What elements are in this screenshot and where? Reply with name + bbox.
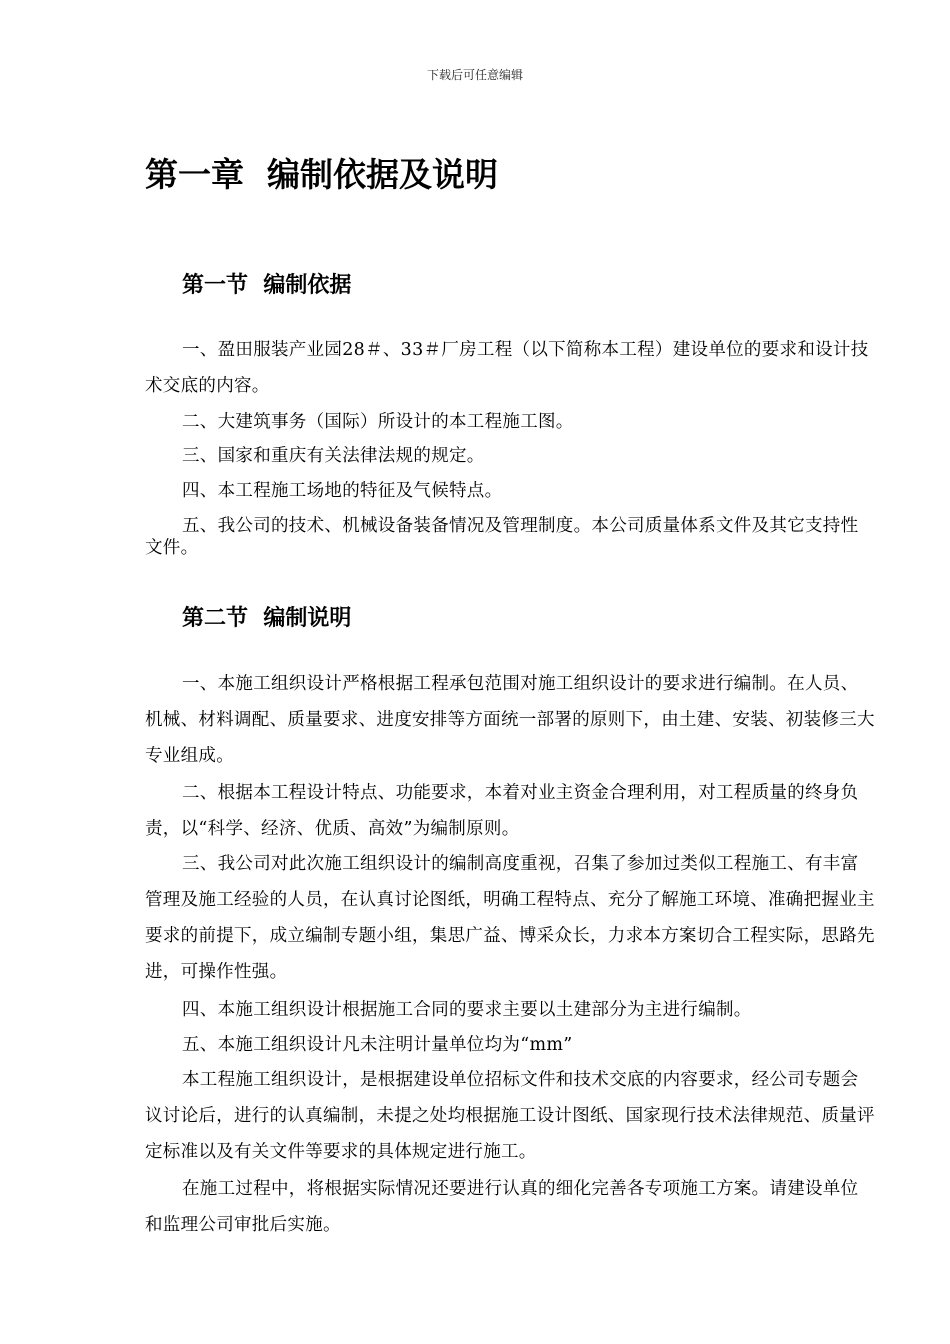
section2-title: 第二节 编制说明 bbox=[182, 606, 352, 631]
section2-paragraph-5: 五、本施工组织设计凡未注明计量单位均为“mm” bbox=[182, 1035, 573, 1055]
chapter-title: 第一章 编制依据及说明 bbox=[145, 155, 498, 194]
section1-paragraph-2: 二、大建筑事务（国际）所设计的本工程施工图。 bbox=[182, 412, 574, 432]
section2-paragraph-3: 三、我公司对此次施工组织设计的编制高度重视，召集了参加过类似工程施工、有丰富管理及施工经验的人员，在认真讨论图纸，明确工程特点、充分了解施工环境、准确把握业主要求的前提下，成立编制专题小组，集思广益、博采众长，力求本方案切合工程实际，思路先进，可操作性强。 bbox=[145, 854, 875, 982]
section1-paragraph-5: 五、我公司的技术、机械设备装备情况及管理制度。本公司质量体系文件及其它支持性文件。 bbox=[145, 516, 859, 558]
section1-paragraph-3: 三、国家和重庆有关法律法规的规定。 bbox=[182, 446, 485, 466]
section2-paragraph-6: 本工程施工组织设计，是根据建设单位招标文件和技术交底的内容要求，经公司专题会议讨论后，进行的认真编制，未提之处均根据施工设计图纸、国家现行技术法律规范、质量评定标准以及有关文件等要求的具体规定进行施工。 bbox=[145, 1070, 875, 1162]
section1-paragraph-4: 四、本工程施工场地的特征及气候特点。 bbox=[182, 481, 503, 501]
section2-paragraph-2: 二、根据本工程设计特点、功能要求，本着对业主资金合理利用，对工程质量的终身负责，以“科学、经济、优质、高效”为编制原则。 bbox=[145, 783, 859, 839]
section2-paragraph-7: 在施工过程中，将根据实际情况还要进行认真的细化完善各专项施工方案。请建设单位和监理公司审批后实施。 bbox=[145, 1179, 859, 1235]
section1-paragraph-1: 一、盈田服装产业园28＃、33＃厂房工程（以下简称本工程）建设单位的要求和设计技术交底的内容。 bbox=[145, 340, 869, 396]
header-note: 下载后可任意编辑 bbox=[426, 68, 523, 82]
section2-paragraph-4: 四、本施工组织设计根据施工合同的要求主要以土建部分为主进行编制。 bbox=[182, 1000, 752, 1020]
section2-paragraph-1: 一、本施工组织设计严格根据工程承包范围对施工组织设计的要求进行编制。在人员、机械、材料调配、质量要求、进度安排等方面统一部署的原则下，由土建、安装、初装修三大专业组成。 bbox=[145, 674, 875, 766]
section1-title: 第一节 编制依据 bbox=[182, 273, 352, 298]
